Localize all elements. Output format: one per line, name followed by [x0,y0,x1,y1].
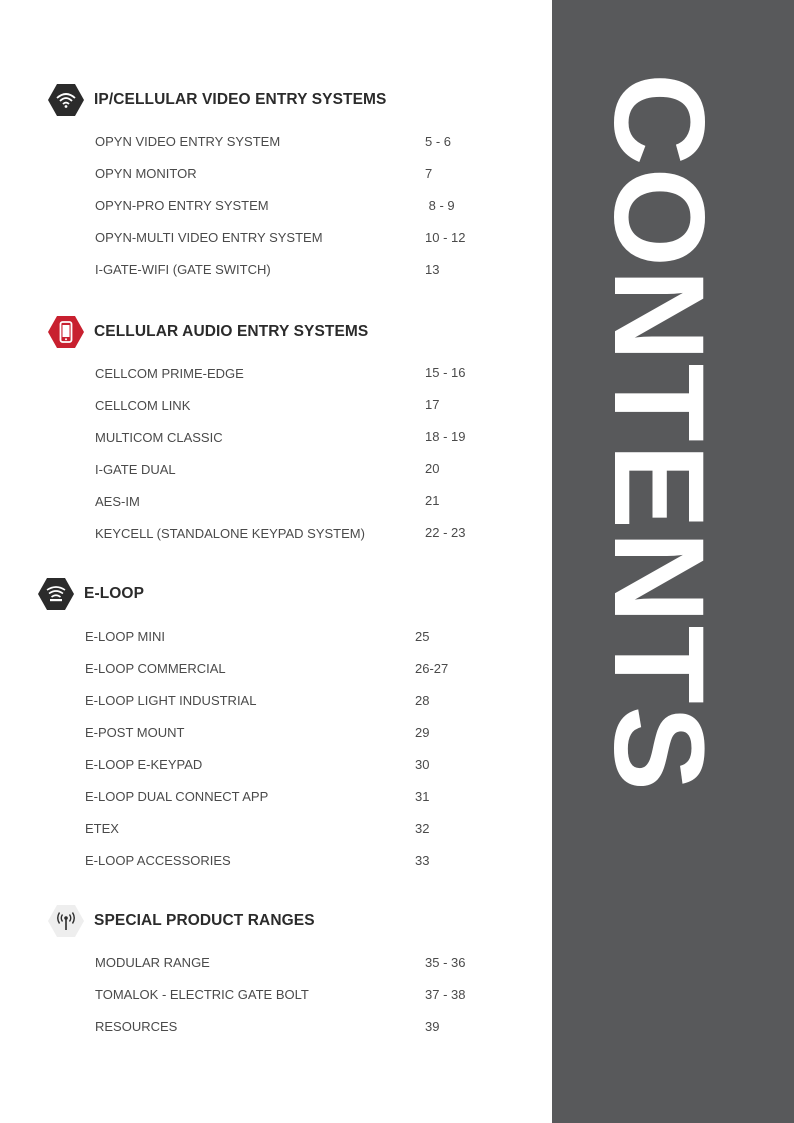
toc-row[interactable] [85,659,505,679]
contents-title: CONTENTS [587,73,730,793]
toc-row[interactable] [85,627,505,647]
toc-row[interactable] [95,492,515,512]
toc-item-page: 33 [415,853,430,868]
toc-row[interactable] [85,819,505,839]
section-title: CELLULAR AUDIO ENTRY SYSTEMS [94,323,369,340]
toc-row[interactable] [95,132,515,152]
mobile-phone-icon [48,316,84,348]
toc-item-name: OPYN-PRO ENTRY SYSTEM [95,198,269,213]
toc-item-page: 28 [415,693,430,708]
toc-item-page: 26-27 [415,661,449,676]
toc-row[interactable] [85,691,505,711]
toc-item-page: 13 [425,262,440,277]
signal-waves-icon [38,578,74,610]
toc-item-name: KEYCELL (STANDALONE KEYPAD SYSTEM) [95,526,365,541]
toc-item-page: 5 - 6 [425,134,452,149]
toc-item-name: OPYN MONITOR [95,166,197,181]
toc-item-page: 8 - 9 [425,198,455,213]
toc-item-page: 22 - 23 [425,525,466,540]
toc-item-page: 32 [415,821,430,836]
toc-item-page: 15 - 16 [425,365,466,380]
section-title: SPECIAL PRODUCT RANGES [94,912,315,929]
toc-item-name: I-GATE DUAL [95,462,176,477]
toc-row[interactable] [95,260,515,280]
toc-item-name: E-LOOP LIGHT INDUSTRIAL [85,693,257,708]
toc-row[interactable] [95,228,515,248]
toc-row[interactable] [95,428,515,448]
toc-item-page: 39 [425,1019,440,1034]
toc-item-name: MODULAR RANGE [95,955,210,970]
toc-item-page: 21 [425,493,440,508]
toc-item-page: 29 [415,725,430,740]
toc-item-page: 31 [415,789,430,804]
antenna-icon [48,905,84,937]
section-header-e-loop [38,576,144,612]
toc-item-name: E-LOOP MINI [85,629,165,644]
toc-item-page: 10 - 12 [425,230,466,245]
toc-item-name: OPYN-MULTI VIDEO ENTRY SYSTEM [95,230,323,245]
toc-item-page: 35 - 36 [425,955,466,970]
toc-row[interactable] [95,953,515,973]
toc-item-name: OPYN VIDEO ENTRY SYSTEM [95,134,281,149]
toc-row[interactable] [85,787,505,807]
toc-row[interactable] [95,1017,515,1037]
toc-item-name: E-LOOP ACCESSORIES [85,853,231,868]
toc-row[interactable] [85,755,505,775]
toc-item-name: E-POST MOUNT [85,725,185,740]
toc-item-name: TOMALOK - ELECTRIC GATE BOLT [95,987,309,1002]
toc-item-page: 30 [415,757,430,772]
toc-row[interactable] [95,196,515,216]
toc-row[interactable] [85,851,505,871]
wifi-icon [48,84,84,116]
section-header-special-product-ranges [48,903,315,939]
section-title: E-LOOP [84,585,145,602]
toc-row[interactable] [95,164,515,184]
toc-row[interactable] [95,524,515,544]
toc-row[interactable] [95,396,515,416]
toc-item-page: 37 - 38 [425,987,466,1002]
toc-item-name: CELLCOM LINK [95,398,191,413]
toc-item-name: E-LOOP E-KEYPAD [85,757,203,772]
toc-item-page: 18 - 19 [425,429,466,444]
section-header-cellular-audio [48,314,368,350]
toc-row[interactable] [95,985,515,1005]
toc-item-name: I-GATE-WIFI (GATE SWITCH) [95,262,271,277]
toc-item-name: MULTICOM CLASSIC [95,430,223,445]
toc-item-name: E-LOOP DUAL CONNECT APP [85,789,269,804]
toc-row[interactable] [95,364,515,384]
toc-item-name: CELLCOM PRIME-EDGE [95,366,244,381]
toc-item-page: 7 [425,166,433,181]
section-title: IP/CELLULAR VIDEO ENTRY SYSTEMS [94,91,387,108]
section-header-ip-cellular-video [48,82,386,118]
toc-row[interactable] [85,723,505,743]
toc-item-name: RESOURCES [95,1019,178,1034]
toc-item-name: AES-IM [95,494,140,509]
toc-item-name: ETEX [85,821,119,836]
toc-item-page: 20 [425,461,440,476]
toc-item-page: 17 [425,397,440,412]
toc-item-page: 25 [415,629,430,644]
toc-item-name: E-LOOP COMMERCIAL [85,661,226,676]
toc-row[interactable] [95,460,515,480]
